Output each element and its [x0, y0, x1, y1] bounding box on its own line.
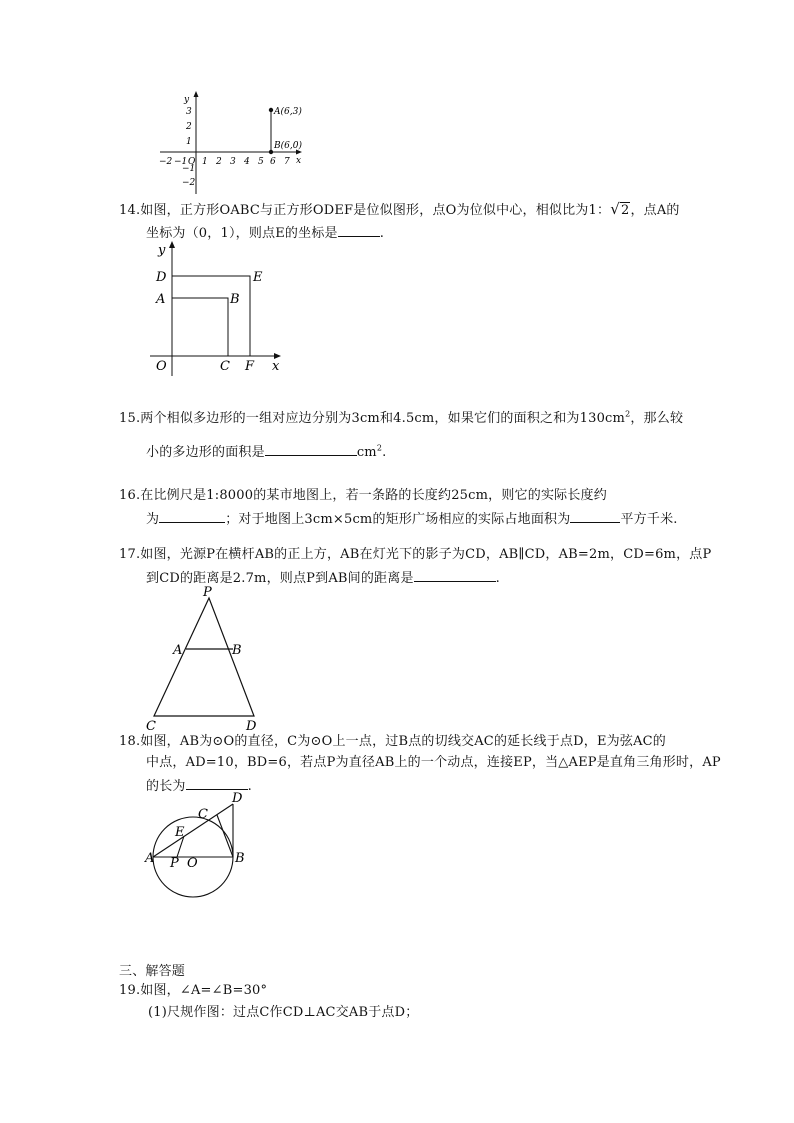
label-x: x [272, 359, 280, 374]
q19-text-b: (1)尺规作图：过点C作CD⊥AC交AB于点D； [148, 1005, 419, 1020]
label-A: A [156, 292, 166, 307]
point-A-label: A(6,3) [274, 107, 302, 117]
q16-text-b: 为 [146, 512, 160, 527]
q19-text-a: 19.如图，∠A=∠B=30° [119, 983, 268, 998]
sqrt-radicand: 2 [620, 203, 630, 218]
q18-text-a: 18.如图，AB为⊙O的直径，C为⊙O上一点，过B点的切线交AC的延长线于点D，E为弦AC的 [119, 734, 666, 749]
y-tick-label: 3 [186, 107, 192, 117]
label-P: P [170, 856, 179, 871]
label-B: B [235, 851, 245, 866]
q18-text-c: 的长为 [146, 779, 186, 794]
q15-text-b: ，那么较 [630, 411, 684, 426]
q16-text-c: ；对于地图上3cm×5cm的矩形广场相应的实际占地面积为 [225, 512, 571, 527]
figure-14-squares [150, 238, 290, 378]
q16-text-a: 16.在比例尺是1:8000的某市地图上，若一条路的长度约25cm，则它的实际长度约 [119, 488, 607, 503]
q17-end: . [495, 571, 501, 586]
figure-18-circle [140, 792, 260, 900]
label-y: y [158, 243, 166, 258]
q18-answer-blank [186, 775, 248, 790]
q16-line1 [119, 487, 607, 505]
label-E: E [253, 270, 263, 285]
x-tick-label: −1 [174, 157, 188, 167]
q14-end: . [379, 226, 385, 241]
q18-text-b: 中点，AD=10，BD=6，若点P为直径AB上的一个动点，连接EP，当△AEP是直角三角形时，AP [146, 755, 721, 770]
label-C: C [146, 719, 156, 734]
label-B: B [230, 292, 240, 307]
x-tick-label: 2 [216, 157, 222, 167]
q17-text-a: 17.如图，光源P在横杆AB的正上方，AB在灯光下的影子为CD，AB∥CD，AB=2m，CD=6m，点P [119, 547, 712, 562]
q15-line2 [146, 441, 386, 462]
q15-sup: 2 [625, 409, 631, 419]
x-axis-label: x [296, 156, 302, 166]
q14-text-c: 坐标为（0，1），则点E的坐标是 [146, 226, 338, 241]
q16-text-d: 平方千米. [620, 512, 678, 527]
q16-answer-blank-1 [159, 508, 225, 523]
origin-label: O [188, 157, 196, 167]
q18-line1 [119, 733, 666, 751]
q14-answer-blank [338, 222, 380, 237]
x-tick-label: 7 [284, 157, 290, 167]
q16-answer-blank-2 [570, 508, 620, 523]
figure-17-triangle [140, 584, 270, 734]
y-tick-label: −1 [182, 164, 196, 174]
label-A: A [145, 851, 155, 866]
x-tick-label: 4 [244, 157, 250, 167]
q15-text-a: 15.两个相似多边形的一组对应边分别为3cm和4.5cm，如果它们的面积之和为130cm [119, 411, 626, 426]
y-tick-label: 2 [186, 122, 192, 132]
q14-line1 [119, 200, 680, 220]
label-F: F [245, 359, 255, 374]
square-OABC [172, 298, 228, 356]
section-title [119, 963, 185, 981]
q19-line2 [148, 1004, 418, 1022]
figure-13-coordinate-plane [150, 88, 310, 200]
label-O: O [187, 856, 198, 871]
label-D: D [232, 792, 243, 806]
q18-line2 [146, 754, 721, 772]
sqrt-symbol: √ [610, 200, 620, 218]
point-B-label: B(6,0) [274, 141, 302, 151]
x-tick-label: −2 [159, 157, 173, 167]
label-C: C [220, 359, 230, 374]
y-axis-label: y [184, 95, 190, 105]
q14-text-b: ，点A的 [630, 203, 680, 218]
q15-text-c: 小的多边形的面积是 [146, 445, 265, 460]
label-P: P [203, 585, 212, 600]
q15-end: . [382, 445, 387, 460]
y-tick-label: 1 [186, 137, 192, 147]
x-tick-label: 5 [258, 157, 264, 167]
x-tick-label: 3 [230, 157, 236, 167]
q18-end: . [247, 779, 252, 794]
label-O: O [156, 359, 167, 374]
q16-line2 [146, 508, 678, 529]
y-axis-arrow [169, 241, 175, 248]
q14-text-a: 14.如图，正方形OABC与正方形ODEF是位似图形，点O为位似中心，相似比为1： [119, 203, 611, 218]
y-tick-label: −2 [182, 178, 196, 188]
segment-CB [217, 815, 233, 857]
label-A: A [173, 643, 183, 658]
q17-text-b: 到CD的距离是2.7m，则点P到AB间的距离是 [146, 571, 414, 586]
label-E: E [175, 825, 185, 840]
square-ODEF [172, 276, 250, 356]
label-B: B [232, 643, 242, 658]
point-B-dot [269, 150, 273, 154]
q19-line1 [119, 982, 267, 1000]
x-tick-label: 6 [270, 157, 276, 167]
q15-unit: cm [356, 445, 377, 460]
point-A-dot [269, 108, 273, 112]
q17-line1 [119, 546, 711, 564]
y-axis-arrow [194, 91, 199, 97]
q17-answer-blank [414, 567, 496, 582]
label-D: D [156, 270, 167, 285]
section-3-title: 三、解答题 [119, 964, 186, 979]
label-D: D [246, 719, 257, 734]
q15-answer-blank [265, 441, 357, 456]
x-tick-label: 1 [202, 157, 208, 167]
line-AD [153, 804, 233, 857]
label-C: C [198, 807, 208, 822]
q15-unit-sup: 2 [376, 443, 383, 453]
q15-line1 [119, 410, 683, 428]
